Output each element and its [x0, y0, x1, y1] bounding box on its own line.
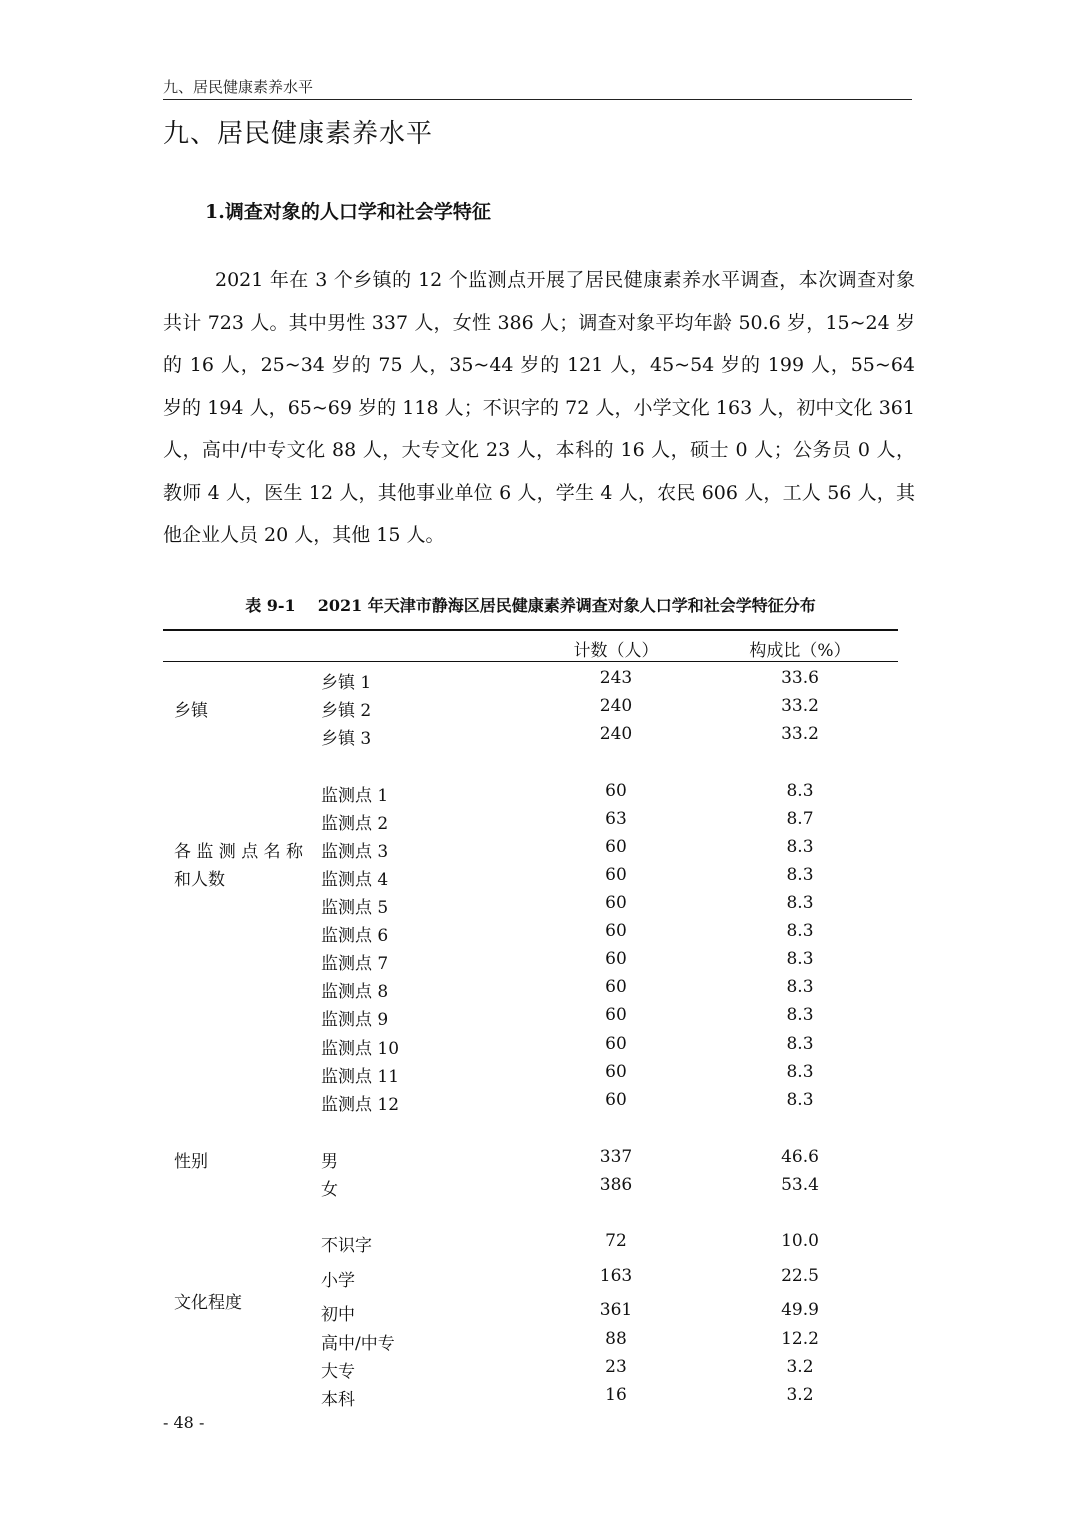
row-item-label: 监测点 7: [321, 954, 389, 974]
row-item-label: 监测点 4: [321, 870, 389, 890]
row-ratio: 33.2: [781, 724, 819, 744]
row-count: 240: [599, 724, 633, 744]
category-township: 乡镇: [174, 701, 208, 721]
table-top-rule: [163, 629, 898, 631]
row-ratio: 22.5: [781, 1266, 819, 1286]
ratio-column-header: 构成比（%）: [749, 641, 851, 661]
category-monitoring-sites: 各 监 测 点 名 称: [174, 842, 304, 862]
row-count: 337: [599, 1147, 633, 1167]
row-count: 60: [605, 893, 627, 913]
row-count: 386: [599, 1175, 633, 1195]
row-item-label: 监测点 6: [321, 926, 389, 946]
row-item-label: 监测点 10: [321, 1039, 400, 1059]
row-item-label: 女: [321, 1180, 338, 1200]
category-monitoring-sites-line2: 和人数: [174, 870, 225, 890]
row-item-label: 大专: [321, 1362, 355, 1382]
row-item-label: 监测点 11: [321, 1067, 400, 1087]
row-item-label: 男: [321, 1152, 338, 1172]
row-count: 72: [605, 1231, 627, 1251]
row-count: 60: [605, 1062, 627, 1082]
row-count: 163: [599, 1266, 633, 1286]
row-count: 23: [605, 1357, 627, 1377]
row-item-label: 乡镇 1: [321, 673, 372, 693]
row-ratio: 53.4: [781, 1175, 819, 1195]
row-count: 60: [605, 837, 627, 857]
row-ratio: 10.0: [781, 1231, 819, 1251]
row-ratio: 8.3: [786, 1062, 814, 1082]
count-column-header: 计数（人）: [573, 641, 659, 661]
page-number: - 48 -: [163, 1413, 205, 1432]
row-ratio: 3.2: [786, 1385, 814, 1405]
row-ratio: 8.3: [786, 1034, 814, 1054]
row-item-label: 监测点 2: [321, 814, 389, 834]
row-item-label: 小学: [321, 1271, 355, 1291]
chapter-title: 九、居民健康素养水平: [163, 119, 434, 149]
row-item-label: 初中: [321, 1305, 355, 1325]
row-item-label: 监测点 12: [321, 1095, 400, 1115]
row-item-label: 监测点 3: [321, 842, 389, 862]
row-count: 60: [605, 1005, 627, 1025]
row-ratio: 8.3: [786, 1090, 814, 1110]
row-item-label: 本科: [321, 1390, 355, 1410]
row-count: 60: [605, 949, 627, 969]
running-header: 九、居民健康素养水平: [163, 78, 314, 96]
row-ratio: 8.3: [786, 921, 814, 941]
row-item-label: 高中/中专: [321, 1334, 395, 1354]
row-ratio: 33.6: [781, 668, 819, 688]
row-count: 240: [599, 696, 633, 716]
row-ratio: 8.7: [786, 809, 814, 829]
row-count: 60: [605, 1034, 627, 1054]
header-rule: [163, 99, 912, 100]
row-ratio: 8.3: [786, 977, 814, 997]
row-ratio: 8.3: [786, 893, 814, 913]
section-heading: 1.调查对象的人口学和社会学特征: [205, 201, 491, 223]
row-ratio: 8.3: [786, 781, 814, 801]
row-ratio: 8.3: [786, 1005, 814, 1025]
row-count: 60: [605, 865, 627, 885]
row-item-label: 监测点 1: [321, 786, 389, 806]
row-ratio: 12.2: [781, 1329, 819, 1349]
row-item-label: 监测点 9: [321, 1010, 389, 1030]
row-count: 361: [599, 1300, 633, 1320]
row-count: 60: [605, 921, 627, 941]
row-count: 16: [605, 1385, 627, 1405]
row-ratio: 46.6: [781, 1147, 819, 1167]
row-count: 60: [605, 977, 627, 997]
table-caption-title: 2021 年天津市静海区居民健康素养调查对象人口学和社会学特征分布: [317, 596, 816, 615]
row-count: 243: [599, 668, 633, 688]
row-ratio: 3.2: [786, 1357, 814, 1377]
row-count: 60: [605, 1090, 627, 1110]
table-caption: [163, 593, 898, 616]
row-ratio: 8.3: [786, 865, 814, 885]
row-count: 60: [605, 781, 627, 801]
category-gender: 性别: [174, 1152, 208, 1172]
table-header-rule: [163, 661, 898, 662]
row-ratio: 8.3: [786, 837, 814, 857]
table-caption-number: 表 9-1: [245, 596, 296, 615]
row-count: 88: [605, 1329, 627, 1349]
row-item-label: 监测点 5: [321, 898, 389, 918]
row-ratio: 33.2: [781, 696, 819, 716]
category-education: 文化程度: [174, 1293, 242, 1313]
row-item-label: 监测点 8: [321, 982, 389, 1002]
row-ratio: 49.9: [781, 1300, 819, 1320]
row-ratio: 8.3: [786, 949, 814, 969]
body-paragraph: 2021 年在 3 个乡镇的 12 个监测点开展了居民健康素养水平调查，本次调查对象共计 723 人。其中男性 337 人，女性 386 人；调查对象平均年龄 50.6 岁，15~24 岁的 16 人，25~34 岁的 75 人，35~44 岁的 121 人，45~54 岁的 199 人，55~64 岁的 194 人，65~69 岁的 118 人；不识字的 72 人，小学文化 163 人，初中文化 361 人，高中/中专文化 88 人，大专文化 23 人，本科的 16 人，硕士 0 人；公务员 0 人，教师 4 人，医生 12 人，其他事业单位 6 人，学生 4 人，农民 606 人，工人 56 人，其他企业人员 20 人，其他 15 人。: [163, 269, 915, 546]
row-item-label: 不识字: [321, 1236, 372, 1256]
row-count: 63: [605, 809, 627, 829]
row-item-label: 乡镇 2: [321, 701, 372, 721]
row-item-label: 乡镇 3: [321, 729, 372, 749]
